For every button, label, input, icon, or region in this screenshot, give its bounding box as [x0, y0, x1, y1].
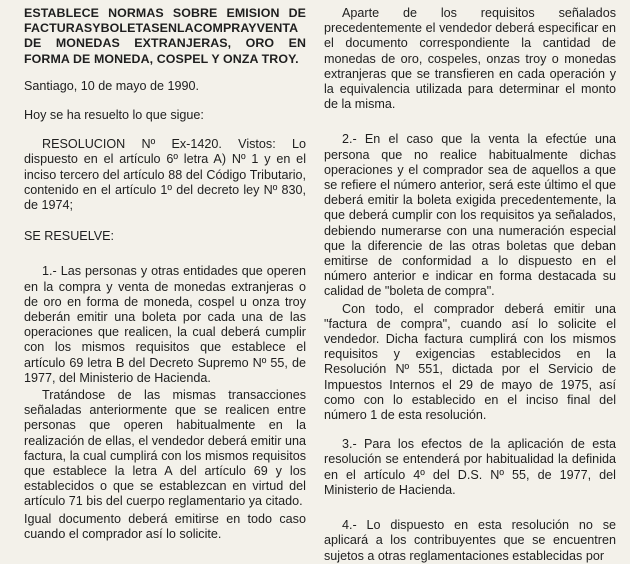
document-title: ESTABLECE NORMAS SOBRE EMISION DE FACTURASYBOLETASENLACOMPRAYVENTA DE MONEDAS EXTRANJERAS, ORO EN FORMA DE MONEDA, COSPEL Y ONZA TROY.	[24, 6, 306, 66]
article-2-second-paragraph: Con todo, el comprador deberá emitir una "factura de compra", cuando así lo solicite el vendedor. Dicha factura cumplirá con los mismos requisitos y exigencias establecidos en la Resolución Nº 551, dictada por el Servicio de Impuestos Internos el 29 de mayo de 1975, así como con lo establecido en el inciso final del número 1 de esta resolución.	[324, 301, 616, 423]
resolution-paragraph: RESOLUCION Nº Ex-1420. Vistos: Lo dispuesto en el artículo 6º letra A) Nº 1 y en el inciso tercero del artículo 88 del Código Tributario, contenido en el artículo 1º del decreto ley Nº 830, de 1974;	[24, 137, 306, 213]
se-resuelve-heading: SE RESUELVE:	[24, 229, 115, 244]
requirements-paragraph: Aparte de los requisitos señalados precedentemente el vendedor deberá especificar en el documento correspondiente la cantidad de monedas de oro, cospeles, onzas troy o monedas extranjeras que se transfieren en cada operación y la equivalencia utilizada para determinar el monto de la misma.	[324, 6, 616, 112]
article-1-third-paragraph: Igual documento deberá emitirse en todo caso cuando el comprador así lo solicite.	[24, 511, 306, 541]
article-3-paragraph: 3.- Para los efectos de la aplicación de esta resolución se entenderá por habitualidad la definida en el artículo 4º del D.S. Nº 55, de 1977, del Ministerio de Hacienda.	[324, 437, 616, 497]
right-column	[324, 6, 616, 564]
article-1-second-paragraph: Tratándose de las mismas transacciones señaladas anteriormente que se realicen entre personas que operen habitualmente en la realización de ellas, el vendedor deberá emitir una factura, la cual cumplirá con los mismos requisitos que establece la letra A del artículo 69 y los establecidos o que se establezcan en virtud del artículo 71 bis del cuerpo reglamentario ya citado.	[24, 388, 306, 509]
article-4-paragraph: 4.- Lo dispuesto en esta resolución no se aplicará a los contribuyentes que se encuentren sujetos a otras reglamentaciones establecidas por	[324, 518, 616, 563]
article-1-paragraph: 1.- Las personas y otras entidades que operen en la compra y venta de monedas extranjeras o de oro en forma de moneda, cospel u onza troy deberán emitir una boleta por cada una de las operaciones que realicen, la cual deberá cumplir con los mismos requisitos que establece el artículo 69 letra B del Decreto Supremo Nº 55, de 1977, del Ministerio de Hacienda.	[24, 264, 306, 385]
article-2-paragraph: 2.- En el caso que la venta la efectúe una persona que no realice habitualmente dichas operaciones y el comprador sea de aquellos a que se refiere el número anterior, será este último el que deberá emitir la boleta exigida precedentemente, la que deberá cumplir con los requisitos ya señalados, debiendo numerarse con una numeración especial que la diferencie de las otras boletas que deban emitirse de conformidad a lo dispuesto en el número anterior e indicar en forma destacada su calidad de "boleta de compra".	[324, 132, 616, 299]
dateline: Santiago, 10 de mayo de 1990.	[24, 78, 200, 93]
left-column	[24, 6, 306, 542]
intro-line: Hoy se ha resuelto lo que sigue:	[24, 108, 204, 123]
